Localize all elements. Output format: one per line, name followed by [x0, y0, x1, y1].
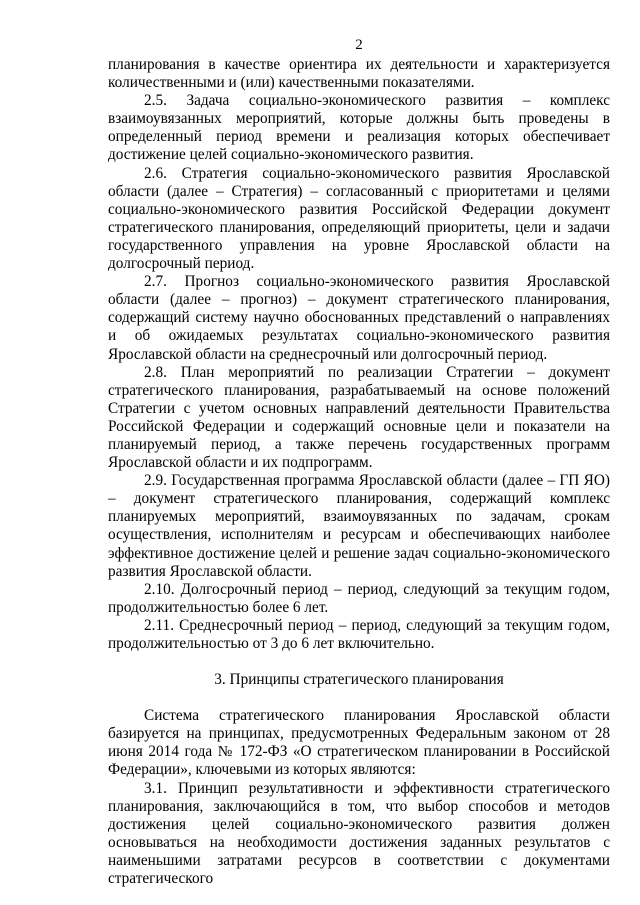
- paragraph-continuation: планирования в качестве ориентира их деятельности и характеризуется количественными и (или) качественными показателями.: [108, 56, 610, 92]
- paragraph-3-1: 3.1. Принцип результативности и эффективности стратегического планирования, заключающийся в том, что выбор способов и методов достижения целей социально-экономического развития должен основываться на необходимости достижения заданных результатов с наименьшими затратами ресурсов в соответствии с документами стратегического: [108, 779, 610, 888]
- spacer: [108, 653, 610, 671]
- paragraph-system-intro: Система стратегического планирования Ярославской области базируется на принципах, предусмотренных Федеральным законом от 28 июня 2014 года № 172-ФЗ «О стратегическом планировании в Российской Федерации», ключевыми из которых являются:: [108, 707, 610, 779]
- spacer: [108, 689, 610, 707]
- page-body: [108, 36, 610, 888]
- paragraph-2-8: 2.8. План мероприятий по реализации Стратегии – документ стратегического планирования, разрабатываемый на основе положений Стратегии с учетом основных направлений деятельности Правительства Российской Федерации и содержащий основные цели и показатели на планируемый период, а также перечень государственных программ Ярославской области и их подпрограмм.: [108, 363, 610, 472]
- paragraph-2-5: 2.5. Задача социально-экономического развития – комплекс взаимоувязанных мероприятий, которые должны быть проведены в определенный период времени и реализация которых обеспечивает достижение целей социально-экономического развития.: [108, 92, 610, 164]
- section-heading: 3. Принципы стратегического планирования: [214, 671, 504, 689]
- page-number: 2: [355, 37, 363, 53]
- paragraph-2-11: 2.11. Среднесрочный период – период, следующий за текущим годом, продолжительностью от 3 до 6 лет включительно.: [108, 616, 610, 652]
- paragraph-2-7: 2.7. Прогноз социально-экономического развития Ярославской области (далее – прогноз) – документ стратегического планирования, содержащий систему научно обоснованных представлений о направлениях и об ожидаемых результатах социально-экономического развития Ярославской области на среднесрочный или долгосрочный период.: [108, 273, 610, 363]
- paragraph-2-10: 2.10. Долгосрочный период – период, следующий за текущим годом, продолжительностью более 6 лет.: [108, 580, 610, 616]
- paragraph-2-9: 2.9. Государственная программа Ярославской области (далее – ГП ЯО) – документ стратегического планирования, содержащий комплекс планируемых мероприятий, взаимоувязанных по задачам, срокам осуществления, исполнителям и ресурсам и обеспечивающих наиболее эффективное достижение целей и решение задач социально-экономического развития Ярославской области.: [108, 472, 610, 580]
- paragraph-2-6: 2.6. Стратегия социально-экономического развития Ярославской области (далее – Стратегия) – согласованный с приоритетами и целями социально-экономического развития Российской Федерации документ стратегического планирования, определяющий приоритеты, цели и задачи государственного управления на уровне Ярославской области на долгосрочный период.: [108, 164, 610, 273]
